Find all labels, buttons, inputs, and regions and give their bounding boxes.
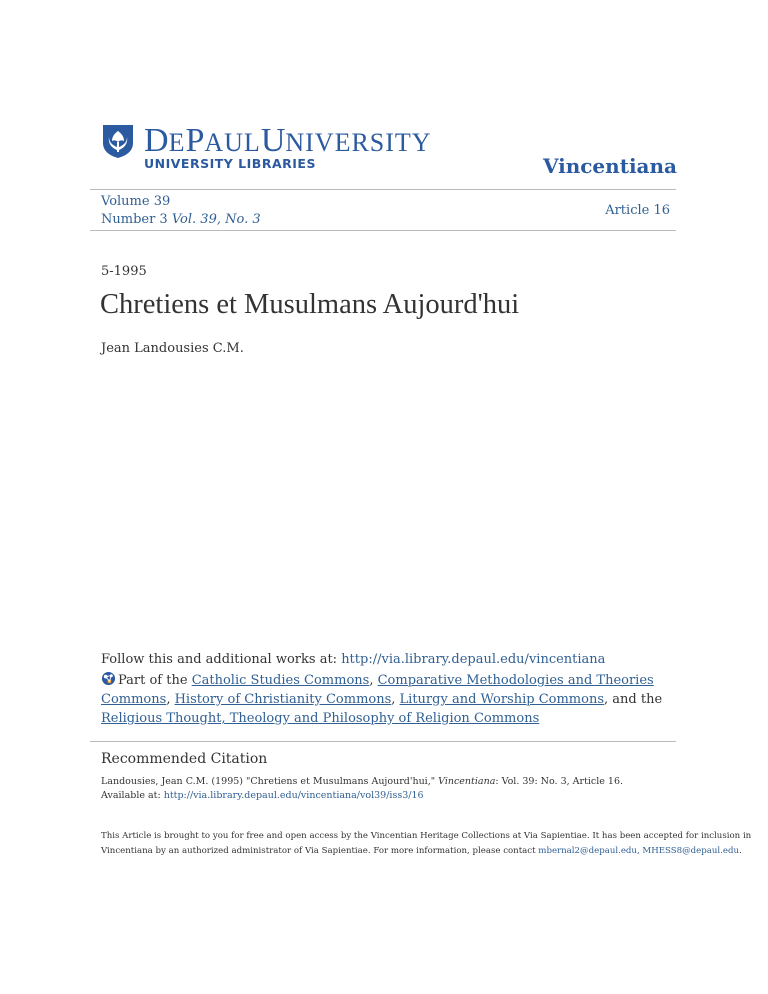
depaul-university-libraries-logo[interactable] <box>100 118 432 178</box>
comparative-methodologies-commons-link[interactable]: Comparative Methodologies and Theories Commons <box>101 673 654 707</box>
logo-subtitle: UNIVERSITY LIBRARIES <box>144 156 316 171</box>
separator-and: , and the <box>604 692 663 707</box>
divider-header-bottom <box>90 230 676 231</box>
notice-line1: This Article is brought to you for free and open access by the Vincentian Heritage Collections at Via Sapientiae. It has been accepted for inclusion in <box>101 831 752 841</box>
follow-url-link[interactable]: http://via.library.depaul.edu/vincentiana <box>341 652 606 667</box>
citation-text <box>101 775 623 803</box>
journal-name-link[interactable]: Vincentiana <box>542 154 677 178</box>
citation-journal: Vincentiana <box>438 776 496 787</box>
part-of-prefix: Part of the <box>118 673 192 688</box>
divider-citation <box>90 741 676 742</box>
publication-date: 5-1995 <box>101 264 147 279</box>
notice-line2: Vincentiana by an authorized administrator of Via Sapientiae. For more information, please contact <box>101 846 539 856</box>
separator: , <box>391 692 400 707</box>
divider-top <box>90 189 676 190</box>
follow-line <box>101 652 605 667</box>
citation-line1-end: : Vol. 39: No. 3, Article 16. <box>495 776 624 787</box>
article-title: Chretiens et Musulmans Aujourd'hui <box>100 289 520 320</box>
catholic-studies-commons-link[interactable]: Catholic Studies Commons <box>191 673 370 688</box>
logo-wordmark: DEPAULUNIVERSITY <box>144 122 432 159</box>
recommended-citation-heading: Recommended Citation <box>101 751 268 767</box>
part-of-commons <box>101 671 681 728</box>
volume-link[interactable]: Volume 39 <box>101 194 171 209</box>
follow-prefix: Follow this and additional works at: <box>101 652 342 667</box>
history-of-christianity-commons-link[interactable]: History of Christianity Commons <box>174 692 392 707</box>
religious-thought-commons-link[interactable]: Religious Thought, Theology and Philosophy of Religion Commons <box>101 711 540 726</box>
number-link[interactable]: Number 3 Vol. 39, No. 3 <box>101 212 261 227</box>
citation-url-link[interactable]: http://via.library.depaul.edu/vincentiana/vol39/iss3/16 <box>163 790 424 801</box>
article-author: Jean Landousies C.M. <box>101 341 244 356</box>
notice-period: . <box>739 846 742 856</box>
access-notice <box>101 829 752 859</box>
citation-line1: Landousies, Jean C.M. (1995) "Chretiens et Musulmans Aujourd'hui," <box>101 776 439 787</box>
citation-available-at: Available at: <box>101 790 164 801</box>
separator: , <box>166 692 175 707</box>
commons-network-icon <box>101 671 116 686</box>
volume-block <box>101 193 261 229</box>
separator: , <box>369 673 378 688</box>
depaul-shield-icon <box>100 123 136 159</box>
contact-email-link[interactable]: mbernal2@depaul.edu, MHESS8@depaul.edu <box>538 846 740 856</box>
article-number-link[interactable]: Article 16 <box>605 203 670 218</box>
liturgy-and-worship-commons-link[interactable]: Liturgy and Worship Commons <box>399 692 604 707</box>
